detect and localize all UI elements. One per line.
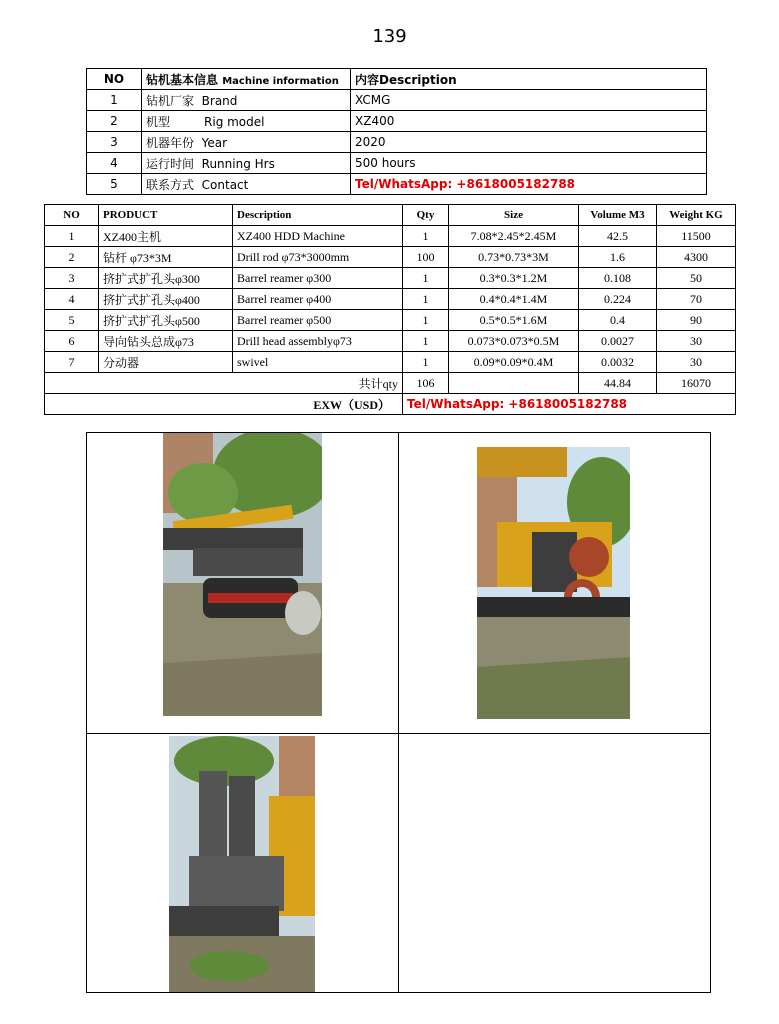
info-row: [87, 111, 707, 132]
cell-weight: 11500: [657, 226, 736, 247]
info-header-desc-cn: 内容: [355, 72, 380, 87]
info-row: [87, 90, 707, 111]
col-header-weight: Weight KG: [657, 205, 736, 226]
total-qty: 106: [403, 373, 449, 394]
machine-info-table: [86, 68, 707, 195]
table-row: [45, 310, 736, 331]
info-label: [142, 111, 351, 132]
cell-weight: 4300: [657, 247, 736, 268]
cell-size: 0.073*0.073*0.5M: [449, 331, 579, 352]
cell-no: 3: [45, 268, 99, 289]
total-weight: 16070: [657, 373, 736, 394]
info-label-cn: 机型: [146, 114, 171, 129]
info-value: 2020: [351, 132, 707, 153]
info-label-cn: 联系方式: [146, 177, 195, 192]
info-header-desc: [351, 69, 707, 90]
info-label: [142, 174, 351, 195]
col-header-product: PRODUCT: [99, 205, 233, 226]
cell-no: 1: [45, 226, 99, 247]
cell-qty: 1: [403, 310, 449, 331]
cell-description: Barrel reamer φ500: [233, 310, 403, 331]
info-row: [87, 174, 707, 195]
info-label-cn: 运行时间: [146, 156, 195, 171]
drill-head-photo: [169, 736, 315, 992]
table-row: [45, 226, 736, 247]
page-number: 139: [372, 26, 407, 47]
cell-volume: 1.6: [579, 247, 657, 268]
rig-hook-photo: [477, 447, 630, 719]
info-label-en: Brand: [201, 93, 238, 108]
info-no: 3: [87, 132, 142, 153]
table-row: [45, 268, 736, 289]
cell-weight: 50: [657, 268, 736, 289]
cell-product: 挤扩式扩孔头φ400: [99, 289, 233, 310]
total-size-empty: [449, 373, 579, 394]
cell-size: 0.09*0.09*0.4M: [449, 352, 579, 373]
product-table: [44, 204, 736, 415]
cell-product: 钻杆 φ73*3M: [99, 247, 233, 268]
info-label-en: Contact: [201, 177, 249, 192]
exw-row: [45, 394, 736, 415]
cell-description: Drill head assemblyφ73: [233, 331, 403, 352]
drill-rig-photo: [163, 433, 322, 716]
contact-value: Tel/WhatsApp: +8618005182788: [351, 174, 707, 195]
cell-description: Drill rod φ73*3000mm: [233, 247, 403, 268]
cell-volume: 0.0027: [579, 331, 657, 352]
photo-cell-empty: [399, 734, 711, 993]
info-label-en: Running Hrs: [201, 156, 275, 171]
exw-contact: Tel/WhatsApp: +8618005182788: [403, 394, 736, 415]
cell-qty: 100: [403, 247, 449, 268]
cell-volume: 42.5: [579, 226, 657, 247]
cell-weight: 30: [657, 352, 736, 373]
cell-size: 0.4*0.4*1.4M: [449, 289, 579, 310]
col-header-qty: Qty: [403, 205, 449, 226]
cell-description: XZ400 HDD Machine: [233, 226, 403, 247]
total-row: [45, 373, 736, 394]
info-value: XCMG: [351, 90, 707, 111]
info-label: [142, 132, 351, 153]
info-header-row: [87, 69, 707, 90]
info-no: 2: [87, 111, 142, 132]
cell-volume: 0.4: [579, 310, 657, 331]
info-header-desc-en: Description: [379, 72, 457, 87]
photo-grid: [86, 432, 711, 993]
col-header-volume: Volume M3: [579, 205, 657, 226]
cell-product: 分动器: [99, 352, 233, 373]
table-row: [45, 247, 736, 268]
info-label-en: Rig model: [204, 114, 265, 129]
info-no: 4: [87, 153, 142, 174]
photo-cell: [87, 734, 399, 993]
info-no: 5: [87, 174, 142, 195]
cell-product: 挤扩式扩孔头φ300: [99, 268, 233, 289]
total-label: 共计qty: [45, 373, 403, 394]
table-row: [45, 331, 736, 352]
cell-qty: 1: [403, 289, 449, 310]
cell-description: Barrel reamer φ300: [233, 268, 403, 289]
photo-cell: [87, 433, 399, 734]
cell-volume: 0.108: [579, 268, 657, 289]
info-no: 1: [87, 90, 142, 111]
info-label: [142, 90, 351, 111]
cell-weight: 90: [657, 310, 736, 331]
cell-no: 5: [45, 310, 99, 331]
cell-size: 0.3*0.3*1.2M: [449, 268, 579, 289]
exw-label: EXW（USD）: [45, 394, 403, 415]
cell-volume: 0.224: [579, 289, 657, 310]
product-header-row: [45, 205, 736, 226]
photo-cell: [399, 433, 711, 734]
table-row: [45, 289, 736, 310]
total-volume: 44.84: [579, 373, 657, 394]
info-label-en: Year: [201, 135, 228, 150]
cell-size: 7.08*2.45*2.45M: [449, 226, 579, 247]
info-header-no: NO: [87, 69, 142, 90]
cell-product: 导向钻头总成φ73: [99, 331, 233, 352]
info-row: [87, 153, 707, 174]
col-header-no: NO: [45, 205, 99, 226]
cell-size: 0.73*0.73*3M: [449, 247, 579, 268]
cell-volume: 0.0032: [579, 352, 657, 373]
cell-qty: 1: [403, 268, 449, 289]
info-value: XZ400: [351, 111, 707, 132]
cell-description: Barrel reamer φ400: [233, 289, 403, 310]
info-row: [87, 132, 707, 153]
cell-weight: 30: [657, 331, 736, 352]
info-header-info-en: Machine information: [222, 75, 339, 87]
cell-size: 0.5*0.5*1.6M: [449, 310, 579, 331]
cell-no: 2: [45, 247, 99, 268]
cell-qty: 1: [403, 331, 449, 352]
info-label-cn: 钻机厂家: [146, 93, 195, 108]
cell-no: 4: [45, 289, 99, 310]
col-header-description: Description: [233, 205, 403, 226]
info-value: 500 hours: [351, 153, 707, 174]
info-header-info-cn: 钻机基本信息: [146, 72, 219, 87]
cell-product: 挤扩式扩孔头φ500: [99, 310, 233, 331]
info-header-info: [142, 69, 351, 90]
cell-qty: 1: [403, 352, 449, 373]
cell-weight: 70: [657, 289, 736, 310]
info-label: [142, 153, 351, 174]
cell-description: swivel: [233, 352, 403, 373]
cell-qty: 1: [403, 226, 449, 247]
info-label-cn: 机器年份: [146, 135, 195, 150]
cell-no: 6: [45, 331, 99, 352]
cell-no: 7: [45, 352, 99, 373]
cell-product: XZ400主机: [99, 226, 233, 247]
col-header-size: Size: [449, 205, 579, 226]
table-row: [45, 352, 736, 373]
